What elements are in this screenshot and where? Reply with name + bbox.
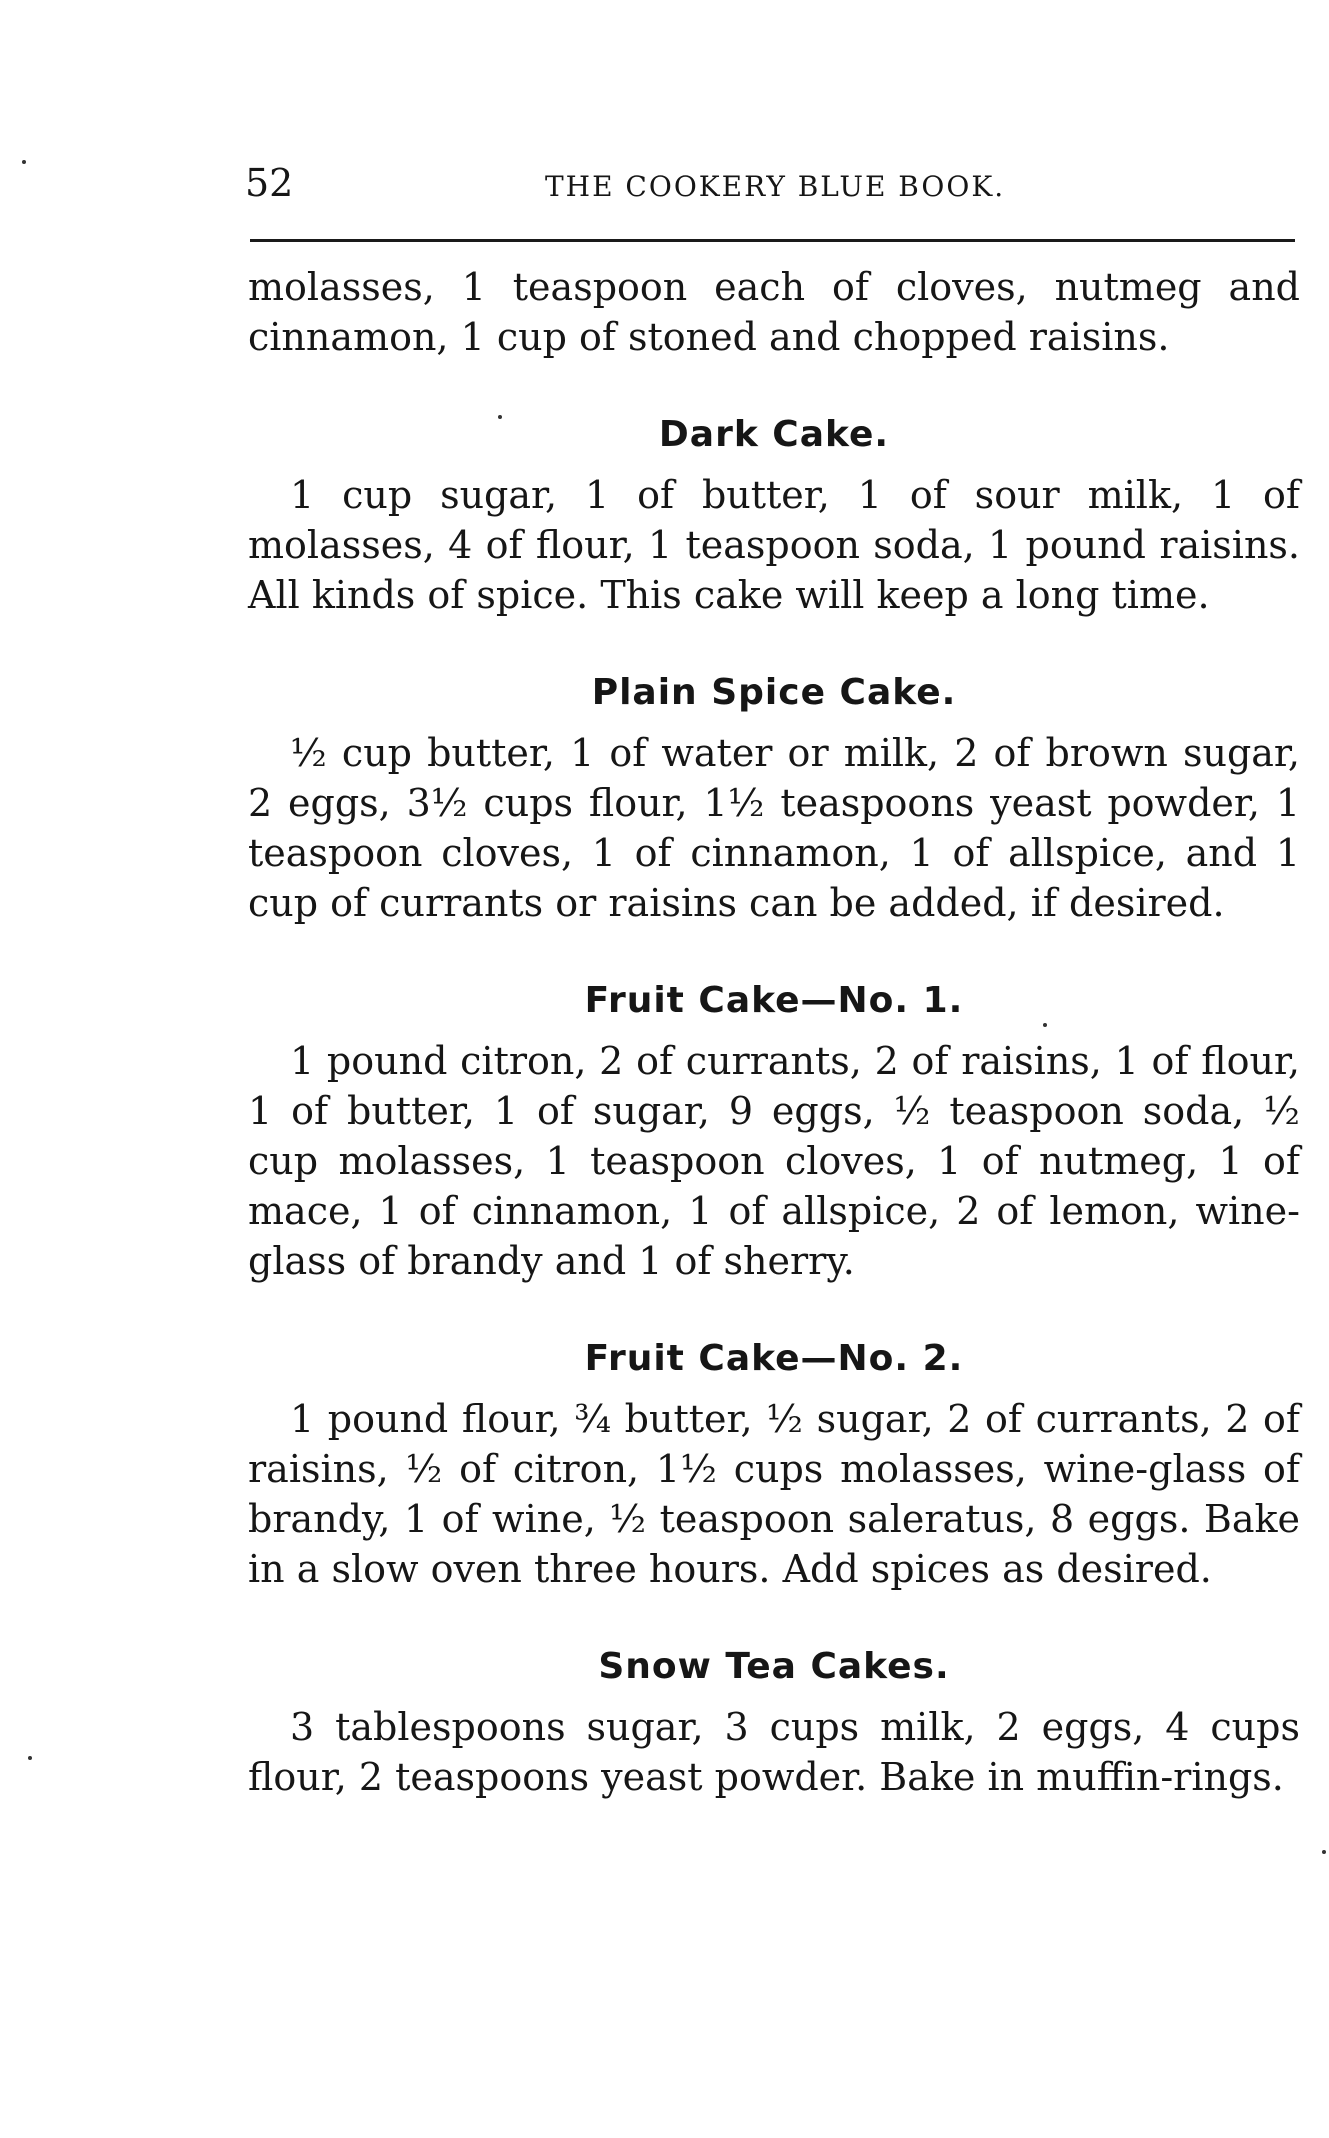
recipe-title-plain-spice-cake: Plain Spice Cake. [591,672,957,713]
recipe-text-fruit-cake-1: 1 pound citron, 2 of currants, 2 of raisins, 1 of flour, 1 of butter, 1 of sugar, 9 eggs, ½ teaspoon soda, ½ cup molasses, 1 teaspoon cloves, 1 of nutmeg, 1 of mace, 1 of cinnamon, 1 of allspice, 2 of lemon, wine-glass of brandy and 1 of sherry. [248,1039,1300,1283]
continued-recipe-text: molasses, 1 teaspoon each of cloves, nutmeg and cinnamon, 1 cup of stoned and chopped raisins. [248,265,1300,359]
recipe-text-plain-spice-cake: ½ cup butter, 1 of water or milk, 2 of brown sugar, 2 eggs, 3½ cups flour, 1½ teaspoons yeast powder, 1 teaspoon cloves, 1 of cinnamon, 1 of allspice, and 1 cup of currants or raisins can be added, if desired. [248,731,1300,925]
print-speck [1322,1850,1326,1854]
print-speck [1043,1023,1047,1027]
recipe-title-dark-cake: Dark Cake. [658,414,890,455]
page-number: 52 [245,161,294,205]
recipe-title-fruit-cake-2: Fruit Cake—No. 2. [584,1338,964,1379]
book-title: THE COOKERY BLUE BOOK. [545,170,1006,203]
print-speck [22,160,26,164]
recipe-title-fruit-cake-1: Fruit Cake—No. 1. [584,980,964,1021]
recipe-text-snow-tea-cakes: 3 tablespoons sugar, 3 cups milk, 2 eggs, 4 cups flour, 2 teaspoons yeast powder. Bake in muffin-rings. [248,1705,1300,1799]
print-speck [28,1756,32,1760]
recipe-title-snow-tea-cakes: Snow Tea Cakes. [598,1646,950,1687]
page-body [248,262,1300,1802]
header-rule [250,239,1295,242]
running-head [245,158,1295,208]
recipe-text-fruit-cake-2: 1 pound flour, ¾ butter, ½ sugar, 2 of currants, 2 of raisins, ½ of citron, 1½ cups molasses, wine-glass of brandy, 1 of wine, ½ teaspoon saleratus, 8 eggs. Bake in a slow oven three hours. Add spices as desired. [248,1397,1300,1591]
recipe-text-dark-cake: 1 cup sugar, 1 of butter, 1 of sour milk, 1 of molasses, 4 of flour, 1 teaspoon soda, 1 pound raisins. All kinds of spice. This cake will keep a long time. [248,473,1300,617]
print-speck [498,415,502,419]
